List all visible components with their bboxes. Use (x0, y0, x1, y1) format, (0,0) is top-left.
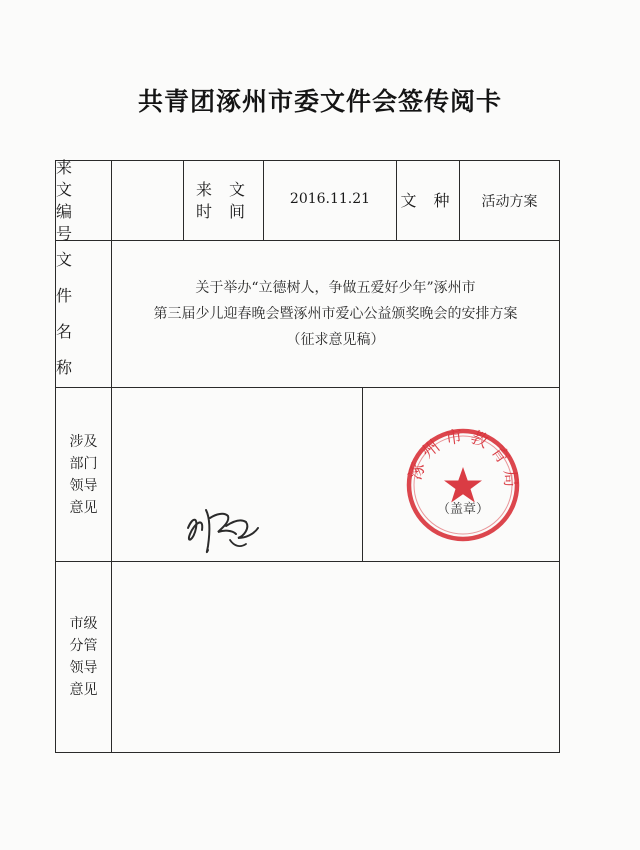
doc-name-value (112, 241, 559, 387)
seal-note: （盖章） (436, 502, 490, 517)
doc-type-value: 活动方案 (481, 194, 538, 210)
star-icon (444, 467, 482, 503)
received-time-label: 来 文 时 间 (195, 179, 252, 221)
row-divider (56, 387, 559, 388)
doc-name-line: （征求意见稿） (286, 332, 385, 348)
column-divider (111, 161, 112, 240)
official-seal-stamp (405, 427, 521, 543)
received-time-value: 2016.11.21 (289, 191, 371, 207)
city-leader-opinion-label: 市级 分管 领导 意见 (69, 616, 98, 698)
handwritten-signature (180, 488, 265, 558)
column-divider (362, 387, 363, 561)
doc-number-label: 来 文 编 号 (56, 157, 79, 243)
row-divider (56, 561, 559, 562)
doc-type-label: 文 种 (400, 190, 456, 210)
doc-name-line: 关于举办“立德树人，争做五爱好少年”涿州市 (195, 280, 476, 296)
document-title: 共青团涿州市委文件会签传阅卡 (137, 87, 502, 116)
dept-opinion-label: 涉及 部门 领导 意见 (69, 433, 98, 516)
doc-name-line: 第三届少儿迎春晚会暨涿州市爱心公益颁奖晚会的安排方案 (153, 306, 518, 322)
doc-name-label: 文 件 名 称 (56, 250, 79, 377)
seal-text: 涿州市教育局 (405, 427, 521, 494)
